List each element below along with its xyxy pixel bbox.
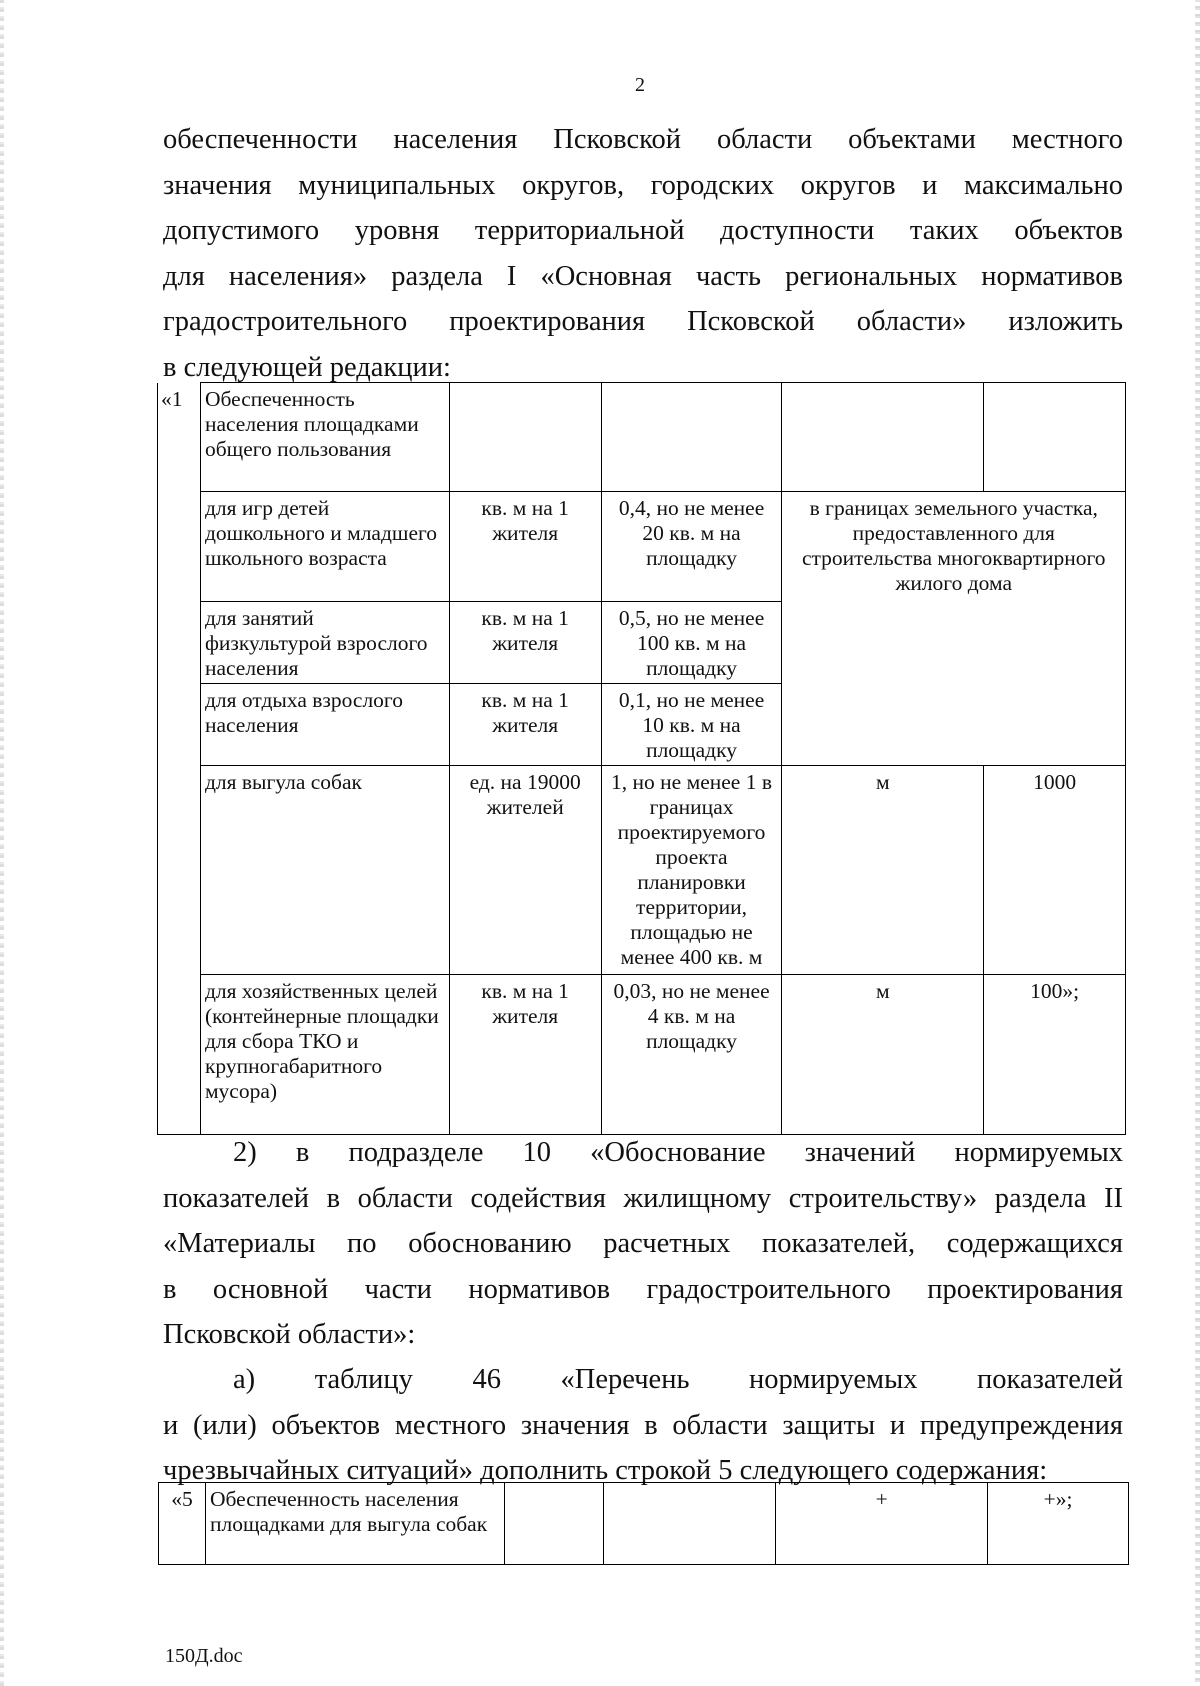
text-line: значения муниципальных округов, городских округов и максимально xyxy=(163,169,1123,201)
table-cell-unit: ед. на 19000 жителей xyxy=(449,766,601,975)
table-cell-empty xyxy=(782,383,984,492)
intro-paragraph xyxy=(163,117,1123,390)
table-cell-mark: + xyxy=(776,1483,988,1565)
subitem-a-paragraph xyxy=(163,1357,1123,1494)
table-cell-access-value: 1000 xyxy=(984,766,1126,975)
text-line: показателей в области содействия жилищному строительству» раздела II xyxy=(163,1182,1123,1214)
text-line: и (или) объектов местного значения в области защиты и предупреждения xyxy=(163,1409,1123,1441)
table-cell-empty xyxy=(984,383,1126,492)
text-line: «Материалы по обоснованию расчетных показателей, содержащихся xyxy=(163,1228,1123,1259)
table-cell-name: для хозяйственных целей (контейнерные площадки для сбора ТКО и крупногабаритного мусора) xyxy=(200,975,449,1135)
norms-table-1 xyxy=(157,382,1126,1135)
table-cell-name: Обеспеченность населения площадками для выгула собак xyxy=(205,1483,504,1565)
page-number: 2 xyxy=(635,74,645,96)
text-line: в следующей редакции: xyxy=(163,351,451,383)
table-cell-access-unit: м xyxy=(782,975,984,1135)
table-cell-value: 0,4, но не менее 20 кв. м на площадку xyxy=(601,492,782,602)
table-cell-access-unit: м xyxy=(782,766,984,975)
table-cell-unit: кв. м на 1 жителя xyxy=(449,602,601,684)
table-row xyxy=(158,975,1126,1135)
row-number-cell: «5 xyxy=(159,1483,206,1565)
scan-edge-left xyxy=(0,0,4,1686)
text-line: Псковской области»: xyxy=(163,1319,416,1350)
table-cell-empty xyxy=(504,1483,603,1565)
table-cell-unit: кв. м на 1 жителя xyxy=(449,684,601,766)
text-line: для населения» раздела I «Основная часть региональных нормативов xyxy=(163,260,1123,292)
table-cell-name: для выгула собак xyxy=(200,766,449,975)
text-line: 2) в подразделе 10 «Обоснование значений нормируемых xyxy=(233,1137,1123,1168)
table-cell-name: для занятий физкультурой взрослого населения xyxy=(200,602,449,684)
table-cell-merged-access: в границах земельного участка, предоставленного для строительства многоквартирного жилого дома xyxy=(782,492,1126,766)
table-cell-empty xyxy=(449,383,601,492)
text-line: градостроительного проектирования Псковской области» изложить xyxy=(163,306,1123,337)
norms-table-2 xyxy=(158,1482,1129,1565)
table-cell-value: 0,03, но не менее 4 кв. м на площадку xyxy=(601,975,782,1135)
table-cell-name: для игр детей дошкольного и младшего школьного возраста xyxy=(200,492,449,602)
text-line: в основной части нормативов градостроительного проектирования xyxy=(163,1273,1123,1305)
table-row xyxy=(159,1483,1129,1565)
table-cell-title: Обеспеченность населения площадками общего пользования xyxy=(200,383,449,492)
table-cell-unit: кв. м на 1 жителя xyxy=(449,975,601,1135)
table-row xyxy=(158,492,1126,602)
table-row xyxy=(158,383,1126,492)
table-cell-access-value: 100»; xyxy=(984,975,1126,1135)
text-line: обеспеченности населения Псковской области объектами местного xyxy=(163,124,1123,155)
text-line: чрезвычайных ситуаций» дополнить строкой 5 следующего содержания: xyxy=(163,1455,1048,1486)
section-2-paragraph xyxy=(163,1130,1123,1358)
table-cell-mark: +»; xyxy=(988,1483,1129,1565)
table-cell-value: 0,5, но не менее 100 кв. м на площадку xyxy=(601,602,782,684)
table-cell-empty xyxy=(603,1483,776,1565)
scan-edge-right xyxy=(1195,0,1200,1686)
text-line: а) таблицу 46 «Перечень нормируемых показателей xyxy=(233,1364,1123,1395)
text-line: допустимого уровня территориальной доступности таких объектов xyxy=(163,215,1123,246)
row-number-cell: «1 xyxy=(158,383,201,1135)
table-cell-empty xyxy=(601,383,782,492)
table-row xyxy=(158,766,1126,975)
table-cell-value: 1, но не менее 1 в границах проектируемого проекта планировки территории, площадью не менее 400 кв. м xyxy=(601,766,782,975)
table-cell-unit: кв. м на 1 жителя xyxy=(449,492,601,602)
table-cell-name: для отдыха взрослого населения xyxy=(200,684,449,766)
table-cell-value: 0,1, но не менее 10 кв. м на площадку xyxy=(601,684,782,766)
footer-filename: 150Д.doc xyxy=(165,1645,243,1667)
